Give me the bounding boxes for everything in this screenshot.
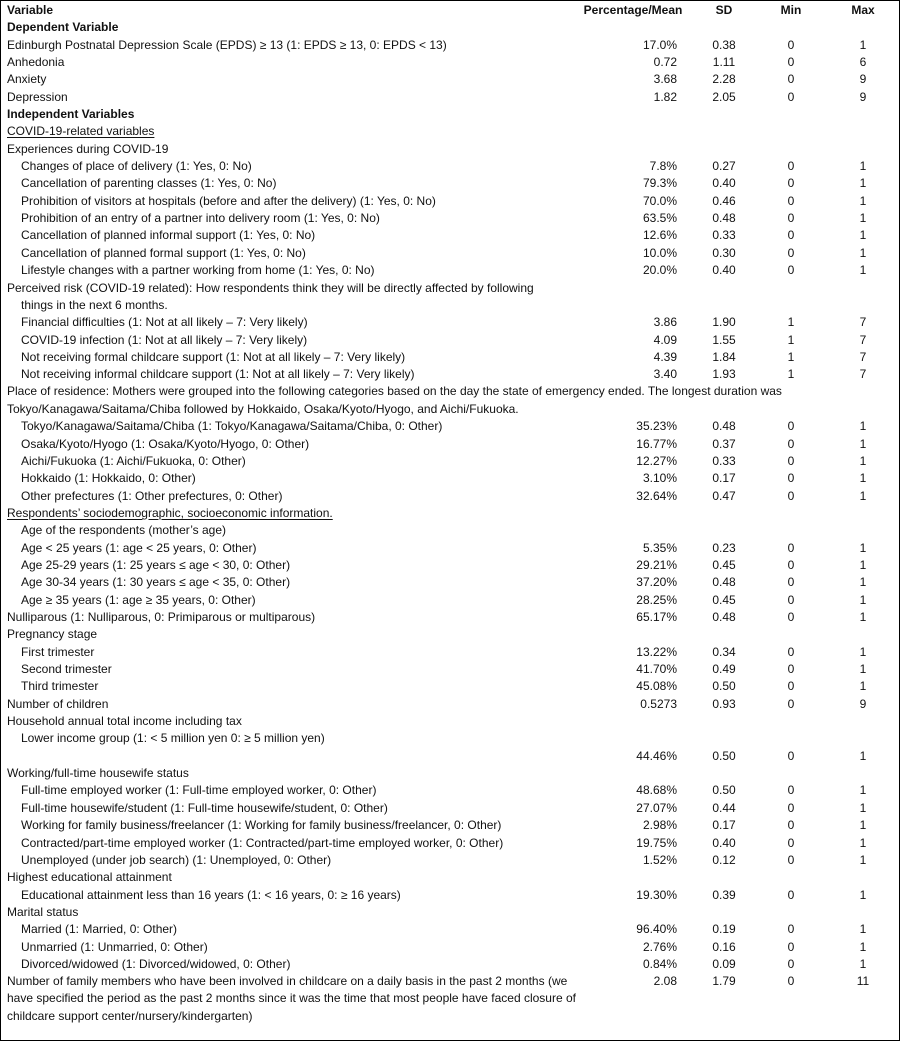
table-body (1, 19, 899, 1025)
variable-label: Unemployed (under job search) (1: Unemployed, 0: Other) (21, 852, 332, 867)
percentage-mean-value: 2.08 (653, 973, 677, 988)
table-row (1, 782, 899, 799)
sd-value: 1.93 (712, 367, 736, 382)
variable-label: Nulliparous (1: Nulliparous, 0: Primiparous or multiparous) (7, 610, 316, 625)
sd-value: 1.90 (712, 315, 736, 330)
table-row (1, 453, 899, 470)
percentage-mean-value: 16.77% (636, 436, 677, 451)
variable-label: Full-time housewife/student (1: Full-time housewife/student, 0: Other) (21, 800, 388, 815)
group-title: Marital status (7, 904, 79, 919)
max-value: 1 (859, 176, 867, 191)
min-value: 0 (787, 72, 795, 87)
max-value: 1 (859, 662, 867, 677)
max-value: 1 (859, 558, 867, 572)
group-title: Working/full-time housewife status (7, 766, 189, 781)
sd-value: 0.44 (712, 800, 736, 815)
variable-label: Lifestyle changes with a partner working from home (1: Yes, 0: No) (21, 263, 375, 278)
percentage-mean-value: 10.0% (642, 245, 677, 260)
max-value: 1 (859, 748, 867, 763)
max-value: 1 (859, 211, 867, 226)
max-value: 7 (859, 315, 867, 330)
percentage-mean-value: 63.5% (642, 211, 677, 226)
variable-label: Age 25-29 years (1: 25 years ≤ age < 30, 0: Other) (21, 558, 291, 572)
min-value: 0 (787, 176, 795, 191)
percentage-mean-value: 35.23% (636, 419, 677, 434)
table-row (1, 609, 899, 626)
variable-label: Aichi/Fukuoka (1: Aichi/Fukuoka, 0: Other) (21, 453, 246, 468)
percentage-mean-value: 32.64% (636, 488, 677, 503)
min-value: 0 (787, 558, 795, 572)
section-header-row (1, 19, 899, 36)
percentage-mean-value: 41.70% (636, 662, 677, 677)
table-row (1, 71, 899, 88)
sd-value: 0.33 (712, 453, 736, 468)
table-row (1, 210, 899, 227)
min-value: 0 (787, 956, 795, 971)
min-value: 0 (787, 835, 795, 850)
percentage-mean-value: 3.40 (653, 367, 677, 382)
sd-value: 0.48 (712, 211, 736, 226)
percentage-mean-value: 45.08% (636, 679, 677, 694)
group-header-row (1, 765, 899, 782)
max-value: 7 (859, 349, 867, 364)
group-header-row (1, 140, 899, 157)
sd-value: 0.17 (712, 471, 736, 486)
sd-value: 0.19 (712, 922, 736, 937)
min-value: 0 (787, 973, 795, 988)
section-title: Independent Variables (7, 107, 135, 122)
min-value: 0 (787, 540, 795, 555)
min-value: 0 (787, 887, 795, 902)
sd-value: 0.48 (712, 610, 736, 625)
max-value: 1 (859, 419, 867, 434)
table-row (1, 418, 899, 435)
group-header-row (1, 626, 899, 643)
table-row (1, 366, 899, 383)
variable-label: Anhedonia (7, 55, 65, 70)
sd-value: 0.34 (712, 644, 736, 659)
group-title: Age of the respondents (mother’s age) (21, 523, 227, 538)
variable-label: Other prefectures (1: Other prefectures, 0: Other) (21, 488, 283, 503)
group-title: Experiences during COVID-19 (7, 141, 169, 156)
percentage-mean-value: 0.72 (653, 55, 677, 70)
group-header-row (1, 279, 899, 296)
group-title: Lower income group (1: < 5 million yen 0: ≥ 5 million yen) (21, 731, 325, 746)
max-value: 11 (856, 973, 870, 988)
percentage-mean-value: 70.0% (642, 193, 677, 208)
sd-value: 0.12 (712, 852, 736, 867)
percentage-mean-value: 13.22% (636, 644, 677, 659)
min-value: 0 (787, 610, 795, 625)
header-percentage-mean: Percentage/Mean (583, 3, 683, 17)
variable-label: Number of children (7, 696, 109, 711)
table-row (1, 539, 899, 556)
max-value: 1 (859, 263, 867, 278)
header-min: Min (780, 3, 802, 17)
table-row (1, 574, 899, 591)
variable-label: Cancellation of planned informal support (1: Yes, 0: No) (21, 228, 316, 243)
group-title-continued: things in the next 6 months. (21, 297, 168, 312)
min-value: 0 (787, 471, 795, 486)
variable-label: Age 30-34 years (1: 30 years ≤ age < 35, 0: Other) (21, 575, 291, 590)
max-value: 1 (859, 193, 867, 208)
variable-label: Not receiving informal childcare support (1: Not at all likely – 7: Very likely) (21, 367, 415, 382)
variable-label: Financial difficulties (1: Not at all likely – 7: Very likely) (21, 315, 308, 330)
variable-label: Third trimester (21, 679, 99, 694)
max-value: 9 (859, 696, 867, 711)
variable-label: Changes of place of delivery (1: Yes, 0: No) (21, 159, 252, 174)
variable-label: COVID-19 infection (1: Not at all likely – 7: Very likely) (21, 332, 308, 347)
min-value: 0 (787, 436, 795, 451)
table-row (1, 834, 899, 851)
max-value: 1 (859, 679, 867, 694)
section-title: Dependent Variable (7, 20, 119, 35)
group-header-row (1, 730, 899, 747)
variable-label: Anxiety (7, 72, 47, 87)
variable-label (1, 747, 583, 764)
max-value: 9 (859, 89, 867, 104)
variable-label: First trimester (21, 644, 95, 659)
max-value: 1 (859, 783, 867, 798)
table-row (1, 227, 899, 244)
percentage-mean-value: 28.25% (636, 592, 677, 607)
percentage-mean-value: 4.09 (653, 332, 677, 347)
variable-label: Unmarried (1: Unmarried, 0: Other) (21, 939, 208, 954)
percentage-mean-value: 1.82 (653, 89, 677, 104)
variable-label: Depression (7, 89, 68, 104)
percentage-mean-value: 19.75% (636, 835, 677, 850)
percentage-mean-value: 7.8% (649, 159, 677, 174)
min-value: 0 (787, 818, 795, 833)
max-value: 1 (859, 887, 867, 902)
table-row (1, 921, 899, 938)
sd-value: 0.50 (712, 748, 736, 763)
sd-value: 0.37 (712, 436, 736, 451)
sd-value: 0.30 (712, 245, 736, 260)
variable-label: Prohibition of an entry of a partner into delivery room (1: Yes, 0: No) (21, 211, 380, 226)
sd-value: 1.55 (712, 332, 736, 347)
max-value: 1 (859, 922, 867, 937)
min-value: 0 (787, 679, 795, 694)
variable-label: Second trimester (21, 662, 112, 677)
sd-value: 0.23 (712, 540, 736, 555)
table-row (1, 331, 899, 348)
group-header-row (1, 904, 899, 921)
variable-label: Divorced/widowed (1: Divorced/widowed, 0: Other) (21, 956, 291, 971)
section-header-row (1, 123, 899, 140)
max-value: 1 (859, 245, 867, 260)
max-value: 6 (859, 55, 867, 70)
percentage-mean-value: 5.35% (642, 540, 677, 555)
variable-label: Full-time employed worker (1: Full-time employed worker, 0: Other) (21, 783, 377, 798)
min-value: 0 (787, 228, 795, 243)
min-value: 0 (787, 575, 795, 590)
max-value: 1 (859, 592, 867, 607)
sd-value: 1.79 (712, 973, 736, 988)
table-row (1, 747, 899, 764)
sd-value: 2.28 (712, 72, 736, 87)
sd-value: 0.45 (712, 558, 736, 572)
sd-value: 0.47 (712, 488, 736, 503)
min-value: 0 (787, 939, 795, 954)
max-value: 1 (859, 610, 867, 625)
min-value: 1 (787, 349, 795, 364)
table-row (1, 175, 899, 192)
percentage-mean-value: 4.39 (653, 349, 677, 364)
percentage-mean-value: 12.6% (642, 228, 677, 243)
min-value: 0 (787, 696, 795, 711)
table-row (1, 244, 899, 261)
header-max: Max (851, 3, 875, 17)
table-row (1, 192, 899, 209)
sd-value: 0.40 (712, 835, 736, 850)
table-row (1, 852, 899, 869)
percentage-mean-value: 27.07% (636, 800, 677, 815)
table-row (1, 314, 899, 331)
header-variable: Variable (7, 3, 54, 17)
table-row (1, 487, 899, 504)
group-header-row-continued (1, 297, 899, 314)
variable-label: Tokyo/Kanagawa/Saitama/Chiba (1: Tokyo/Kanagawa/Saitama/Chiba, 0: Other) (21, 419, 443, 434)
percentage-mean-value: 12.27% (636, 453, 677, 468)
max-value: 1 (859, 488, 867, 503)
min-value: 1 (787, 367, 795, 382)
max-value: 1 (859, 159, 867, 174)
descriptive-statistics-table (1, 1, 899, 1025)
sd-value: 0.40 (712, 176, 736, 191)
percentage-mean-value: 3.68 (653, 72, 677, 87)
table-row (1, 695, 899, 712)
table-row (1, 799, 899, 816)
sd-value: 1.11 (712, 55, 736, 70)
variable-label: Not receiving formal childcare support (1: Not at all likely – 7: Very likely) (21, 349, 406, 364)
percentage-mean-value: 2.98% (642, 818, 677, 833)
subsection-title: Respondents’ sociodemographic, socioeconomic information. (7, 505, 333, 520)
max-value: 9 (859, 72, 867, 87)
percentage-mean-value: 48.68% (636, 783, 677, 798)
max-value: 1 (859, 644, 867, 659)
percentage-mean-value: 79.3% (642, 176, 677, 191)
percentage-mean-value: 96.40% (636, 922, 677, 937)
max-value: 1 (859, 37, 867, 52)
min-value: 0 (787, 644, 795, 659)
sd-value: 0.46 (712, 193, 736, 208)
percentage-mean-value: 17.0% (642, 37, 677, 52)
max-value: 1 (859, 818, 867, 833)
sd-value: 0.09 (712, 956, 736, 971)
sd-value: 1.84 (712, 349, 736, 364)
max-value: 1 (859, 436, 867, 451)
section-header-row (1, 106, 899, 123)
variable-label: Hokkaido (1: Hokkaido, 0: Other) (21, 471, 196, 486)
variable-label: Age < 25 years (1: age < 25 years, 0: Other) (21, 540, 257, 555)
sd-value: 0.16 (712, 939, 736, 954)
variable-label: Edinburgh Postnatal Depression Scale (EPDS) ≥ 13 (1: EPDS ≥ 13, 0: EPDS < 13) (7, 37, 447, 52)
min-value: 0 (787, 783, 795, 798)
max-value: 1 (859, 852, 867, 867)
variable-label: Osaka/Kyoto/Hyogo (1: Osaka/Kyoto/Hyogo, 0: Other) (21, 436, 310, 451)
max-value: 1 (859, 835, 867, 850)
max-value: 1 (859, 540, 867, 555)
group-title: Highest educational attainment (7, 870, 172, 885)
variable-label: Prohibition of visitors at hospitals (before and after the delivery) (1: Yes, 0: No) (21, 193, 436, 208)
group-title: Pregnancy stage (7, 627, 98, 642)
max-value: 1 (859, 228, 867, 243)
min-value: 0 (787, 263, 795, 278)
table-row (1, 956, 899, 973)
table-header-row (1, 1, 899, 19)
variable-label: Working for family business/freelancer (1: Working for family business/freelancer, 0: Other) (21, 818, 502, 833)
min-value: 0 (787, 245, 795, 260)
min-value: 1 (787, 332, 795, 347)
sd-value: 0.17 (712, 818, 736, 833)
min-value: 0 (787, 453, 795, 468)
header-sd: SD (715, 3, 733, 17)
sd-value: 0.40 (712, 263, 736, 278)
variable-label: Cancellation of planned formal support (1: Yes, 0: No) (21, 245, 306, 260)
table-row (1, 886, 899, 903)
group-header-row (1, 869, 899, 886)
place-of-residence-note: Place of residence: Mothers were grouped into the following categories based on the day the state of emergency ended. The longest duration was Tokyo/Kanagawa/Saitama/Chiba followed by Hokkaido, Osaka/Kyoto/Hyogo, and Aichi/Fukuoka. (7, 384, 782, 416)
max-value: 7 (859, 332, 867, 347)
min-value: 0 (787, 419, 795, 434)
min-value: 0 (787, 488, 795, 503)
sd-value: 0.48 (712, 575, 736, 590)
table-row (1, 158, 899, 175)
max-value: 1 (859, 939, 867, 954)
percentage-mean-value: 0.5273 (640, 696, 677, 711)
sd-value: 0.33 (712, 228, 736, 243)
table-row (1, 938, 899, 955)
table-row (1, 470, 899, 487)
table-row (1, 591, 899, 608)
sd-value: 0.38 (712, 37, 736, 52)
table-row (1, 973, 899, 1025)
sd-value: 0.50 (712, 783, 736, 798)
min-value: 0 (787, 800, 795, 815)
table-row (1, 88, 899, 105)
min-value: 0 (787, 159, 795, 174)
variable-label: Number of family members who have been involved in childcare on a daily basis in the past 2 months (we have specified the period as the past 2 months since it was the time that most people have faced closure of childcare support center/nursery/kindergarten) (7, 973, 576, 1023)
max-value: 1 (859, 453, 867, 468)
variable-label: Married (1: Married, 0: Other) (21, 922, 178, 937)
sd-value: 0.93 (712, 696, 736, 711)
max-value: 1 (859, 471, 867, 486)
group-title: Household annual total income including tax (7, 714, 242, 729)
percentage-mean-value: 37.20% (636, 575, 677, 590)
sd-value: 0.45 (712, 592, 736, 607)
min-value: 0 (787, 662, 795, 677)
sd-value: 0.48 (712, 419, 736, 434)
percentage-mean-value: 2.76% (642, 939, 677, 954)
variable-label: Educational attainment less than 16 years (1: < 16 years, 0: ≥ 16 years) (21, 887, 401, 902)
table-row (1, 557, 899, 574)
min-value: 0 (787, 37, 795, 52)
variable-label: Cancellation of parenting classes (1: Yes, 0: No) (21, 176, 277, 191)
percentage-mean-value: 19.30% (636, 887, 677, 902)
min-value: 0 (787, 193, 795, 208)
table-row (1, 678, 899, 695)
min-value: 0 (787, 922, 795, 937)
percentage-mean-value: 65.17% (636, 610, 677, 625)
table-row (1, 817, 899, 834)
percentage-mean-value: 0.84% (642, 956, 677, 971)
table-row (1, 643, 899, 660)
min-value: 1 (787, 315, 795, 330)
percentage-mean-value: 1.52% (642, 852, 677, 867)
percentage-mean-value: 20.0% (642, 263, 677, 278)
percentage-mean-value: 3.86 (653, 315, 677, 330)
min-value: 0 (787, 89, 795, 104)
table-row (1, 54, 899, 71)
group-header-row (1, 522, 899, 539)
percentage-mean-value: 44.46% (636, 748, 677, 763)
section-header-row (1, 505, 899, 522)
sd-value: 0.50 (712, 679, 736, 694)
max-value: 1 (859, 956, 867, 971)
min-value: 0 (787, 55, 795, 70)
sd-value: 0.49 (712, 662, 736, 677)
note-row (1, 383, 899, 418)
min-value: 0 (787, 748, 795, 763)
subsection-title: COVID-19-related variables (7, 124, 155, 139)
variable-label: Age ≥ 35 years (1: age ≥ 35 years, 0: Other) (21, 592, 256, 607)
percentage-mean-value: 3.10% (642, 471, 677, 486)
sd-value: 0.27 (712, 159, 736, 174)
max-value: 1 (859, 800, 867, 815)
max-value: 1 (859, 575, 867, 590)
table-row (1, 435, 899, 452)
percentage-mean-value: 29.21% (636, 558, 677, 572)
min-value: 0 (787, 211, 795, 226)
max-value: 7 (859, 367, 867, 382)
sd-value: 0.39 (712, 887, 736, 902)
sd-value: 2.05 (712, 89, 736, 104)
table-row (1, 36, 899, 53)
variable-label: Contracted/part-time employed worker (1: Contracted/part-time employed worker, 0: Other) (21, 835, 504, 850)
group-header-row (1, 713, 899, 730)
group-title: Perceived risk (COVID-19 related): How respondents think they will be directly affected by following (7, 280, 534, 295)
table-row (1, 661, 899, 678)
min-value: 0 (787, 592, 795, 607)
table-row (1, 349, 899, 366)
table-row (1, 262, 899, 279)
min-value: 0 (787, 852, 795, 867)
